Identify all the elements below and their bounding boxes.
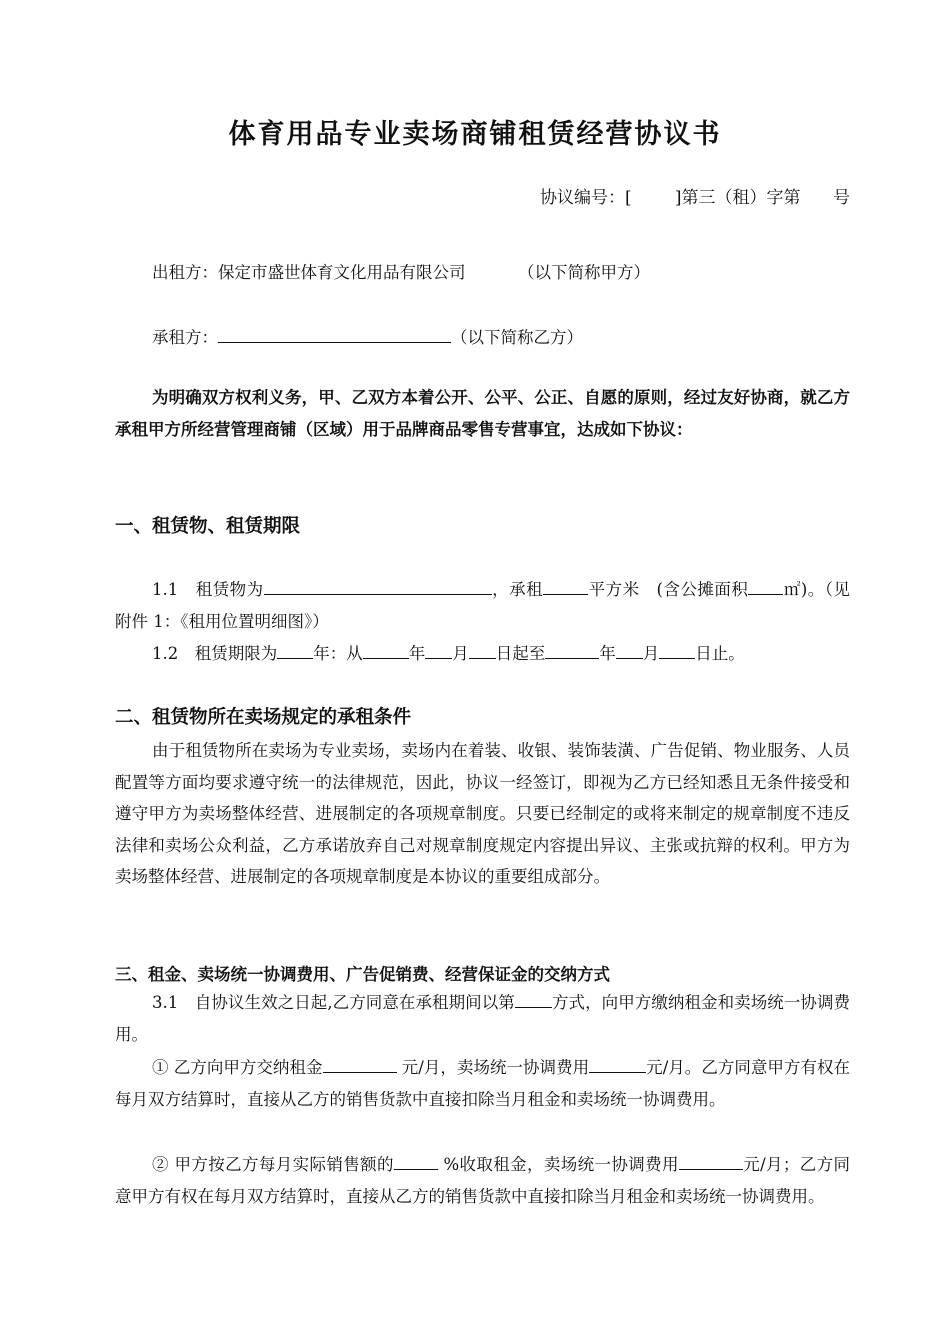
clause-1-2 <box>115 638 850 670</box>
contract-number-blank <box>632 188 675 208</box>
lessee-line <box>152 324 850 348</box>
clause-3-1-text-b: 方式，向甲方缴纳租金和卖场统一协调费用。 <box>115 993 850 1044</box>
section-1-heading: 一、租赁物、租赁期限 <box>115 516 301 537</box>
clause-1-1-text-a: 1.1 租赁物为 <box>152 580 264 599</box>
clause-1-2-text-e: 日起至 <box>495 644 546 663</box>
monthly-rent-blank <box>323 1057 397 1073</box>
end-year-blank <box>545 643 599 659</box>
sales-percent-blank <box>394 1154 438 1170</box>
clause-1-2-text-d: 月 <box>452 644 469 663</box>
coordination-fee-blank-2 <box>679 1154 743 1170</box>
lessee-note: （以下简称乙方） <box>451 328 583 347</box>
section-3-heading: 三、租金、卖场统一协调费用、广告促销费、经营保证金的交纳方式 <box>115 965 610 984</box>
area-blank <box>543 579 588 595</box>
lessor-spacing <box>466 263 518 282</box>
contract-number-suffix: 号 <box>833 188 850 208</box>
clause-3-1-text-a: 3.1 自协议生效之日起,乙方同意在承租期间以第 <box>152 993 515 1012</box>
clause-1-2-text-b: 年：从 <box>313 644 363 663</box>
clause-1-1-text-b: ，承租 <box>491 580 544 599</box>
option-2-text-c: 元/月；乙方同意甲方有权在每月双方结算时，直接从乙方的销售货款中直接扣除当月租金和卖场统一协调费用。 <box>115 1155 850 1206</box>
lessor-note: （以下简称甲方） <box>517 263 650 282</box>
payment-method-blank <box>515 992 552 1008</box>
start-year-blank <box>363 643 409 659</box>
contract-number-label: 协议编号：[ <box>540 188 632 208</box>
clause-1-2-text-f: 年 <box>599 644 616 663</box>
lessee-name-blank <box>218 327 451 343</box>
option-2 <box>115 1149 850 1212</box>
intro-paragraph: 为明确双方权利义务，甲、乙双方本着公开、公平、公正、自愿的原则，经过友好协商，就乙方承租甲方所经营管理商铺（区域）用于品牌商品零售专营事宜，达成如下协议： <box>115 388 850 439</box>
lessor-label: 出租方：保定市盛世体育文化用品有限公司 <box>152 263 466 282</box>
option-1-text-c: 元/月。乙方同意甲方有权在每月双方结算时，直接从乙方的销售货款中直接扣除当月租金和卖场统一协调费用。 <box>115 1058 851 1109</box>
clause-1-1-text-c: 平方米 (含公摊面积 <box>588 580 749 599</box>
option-2-text-b: %收取租金，卖场统一协调费用 <box>437 1155 679 1174</box>
section-2-body: 由于租赁物所在卖场为专业卖场，卖场内在着装、收银、装饰装潢、广告促销、物业服务、人员配置等方面均要求遵守统一的法律规范，因此，协议一经签订，即视为乙方已经知悉且无条件接受和遵守甲方为卖场整体经营、进展制定的各项规章制度。只要已经制定的或将来制定的规章制度不违反法律和卖场公众利益，乙方承诺放弃自己对规章制度规定内容提出异议、主张或抗辩的权利。甲方为卖场整体经营、进展制定的各项规章制度是本协议的重要组成部分。 <box>115 741 850 886</box>
clause-1-2-text-c: 年 <box>408 644 426 663</box>
clause-1-2-text-a: 1.2 租赁期限为 <box>152 644 278 663</box>
end-day-blank <box>659 643 695 659</box>
contract-number-middle: ]第三（租）字第 <box>674 188 801 208</box>
coordination-fee-blank <box>589 1057 646 1073</box>
lessee-label: 承租方： <box>152 328 218 347</box>
start-day-blank <box>469 643 496 659</box>
clause-1-2-text-h: 日止。 <box>695 644 745 663</box>
option-2-text-a: ② 甲方按乙方每月实际销售额的 <box>152 1155 394 1174</box>
document-title: 体育用品专业卖场商铺租赁经营协议书 <box>228 119 722 150</box>
option-1 <box>115 1052 850 1115</box>
start-month-blank <box>425 643 452 659</box>
clause-1-2-text-g: 月 <box>642 644 660 663</box>
shared-area-blank <box>748 579 783 595</box>
option-1-text-a: ① 乙方向甲方交纳租金 <box>152 1058 323 1077</box>
clause-1-1-text-d: ㎡)。（见附件 1：《租用位置明细图》） <box>115 580 851 631</box>
option-1-text-b: 元/月，卖场统一协调费用 <box>396 1058 590 1077</box>
contract-number <box>540 183 850 208</box>
end-month-blank <box>616 643 643 659</box>
section-2-heading: 二、租赁物所在卖场规定的承租条件 <box>115 707 412 728</box>
clause-3-1 <box>115 987 850 1050</box>
leased-property-blank <box>264 579 492 595</box>
term-years-blank <box>277 643 313 659</box>
contract-number-blank-2 <box>801 188 833 208</box>
clause-1-1 <box>115 574 850 637</box>
lessor-line <box>152 259 850 283</box>
